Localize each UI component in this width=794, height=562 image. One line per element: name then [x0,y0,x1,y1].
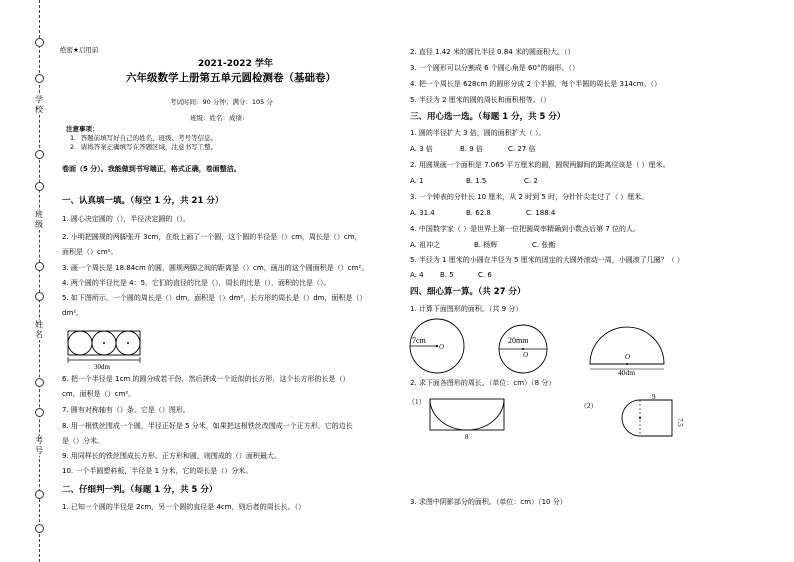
binding-label-school: 学校 [35,95,43,114]
section3-heading: 三、用心选一选。（每题 1 分，共 5 分） [410,112,566,122]
secret-mark: 绝密★启用前 [60,46,99,54]
circle-diameter-figure [496,324,552,376]
s1-q5-cont: dm²。 [62,309,84,317]
center-dot [103,342,105,344]
rectangle-semicircle-figure [408,393,518,443]
s3-q4-opt-b: B. 杨辉 [474,241,498,249]
figure-rectangle [430,399,504,430]
binding-hole-marker [35,378,44,387]
s3-q5-opt-c: C. 6 [478,271,492,279]
center-label: O [439,343,445,351]
section2-heading: 二、仔细判一判。（每题 1 分，共 5 分） [62,485,218,495]
binding-hole-marker [35,74,44,83]
binding-hole-marker [35,38,44,47]
rounded-rectangle-figure [578,392,690,444]
s3-q2-opt-b: B. 1.5 [466,177,487,185]
s4-q1: 1. 计算下面图形的面积。（共 9 分） [410,305,523,313]
figure-circle [68,331,92,355]
three-circles-figure [66,328,146,370]
note-2: 2．请将答案正确填写在答题区域，注意书写工整。 [70,143,218,151]
section4-heading: 四、细心算一算。（共 27 分） [410,287,526,297]
binding-label-name: 姓名 [35,320,43,339]
figure-tag: （1） [408,398,426,406]
s1-q9: 9. 用同样长的铁丝围成长方形、正方形和圆，则围成的（）面积最大。 [62,452,281,460]
s2-q2: 2. 直径 1.42 米的圆比半径 0.84 米的圆面积大。（） [410,48,575,56]
circle-radius-figure [406,316,470,376]
s2-q5: 5. 半径为 2 厘米的圆的周长和面积相等。（） [410,96,551,104]
s3-q3-opt-c: C. 188.4 [526,209,556,217]
figure-dimension-label: 30dm [94,363,110,370]
top-length-label: 9 [652,393,656,401]
s2-q1: 1. 已知一个圆的半径是 2cm，另一个圆的直径是 4cm，则后者的周长长。（） [62,503,306,511]
center-label: O [625,353,631,361]
s1-q6-cont: cm，面积是（）cm²。 [62,390,136,398]
s1-q2-cont: 面积是（）cm²。 [62,248,118,256]
s4-q3: 3. 求图中阴影部分的面积。（单位：cm）（10 分） [410,498,567,506]
s3-q3-opt-b: B. 62.8 [466,209,491,217]
page-title: 六年级数学上册第五单元圆检测卷（基础卷） [126,72,336,84]
s3-q2-opt-a: A. 1 [410,177,424,185]
s3-q1-opt-a: A. 3 倍 [410,145,433,153]
center-dot [522,348,524,350]
binding-hole-marker [35,490,44,499]
s1-q4: 4. 两个圆的半径比是 4：5，它们的直径的比是（），周长的比是（），面积的比是（）。 [62,279,331,287]
neatness-score: 卷面（5 分）。我能做到书写端正，格式正确，卷面整洁。 [62,165,241,173]
radius-label: 7cm [412,336,426,345]
binding-label-class: 班级 [35,210,43,229]
s3-q3-opt-a: A. 31.4 [410,209,435,217]
student-info: 班级：姓名：成绩： [190,114,249,122]
figure-tag: （2） [580,402,598,410]
binding-hole-marker [35,524,44,533]
s4-q2: 2. 求下面各图形的周长。（单位：cm）（8 分） [410,379,556,387]
center-label: O [523,351,529,359]
s3-q1-opt-c: C. 27 倍 [508,145,536,153]
s1-q5: 5. 如下图所示，一个圆的周长是（）dm，面积是（）dm²，长方形的周长是（）dm，面积是（） [62,294,367,302]
s3-q1: 1. 圆的半径扩大 3 倍，圆的面积扩大（ ）。 [410,129,546,137]
note-1: 1．答题前填写好自己的姓名、班级、考号等信息。 [70,134,218,142]
notes-title: 注意事项： [66,125,99,133]
s3-q4: 4. 中国数学家（ ）是世界上第一位把圆周率精确到小数点后第 7 位的人。 [410,225,641,233]
dashed-cut-line [39,0,40,562]
title-year: 2021-2022 学年 [198,59,273,69]
s1-q6: 6. 把一个半径是 1cm 的圆分成若干份，然后拼成一个近似的长方形，这个长方形的长是（） [62,375,350,383]
s3-q4-opt-c: C. 张衡 [532,241,556,249]
s1-q8: 8. 用一根铁丝围成一个圆，半径正好是 5 分米，如果把这根铁丝改围成一个正方形，它的边长 [62,422,353,430]
binding-hole-marker [35,292,44,301]
exam-info: 考试时间：90 分钟；满分：105 分 [170,98,273,106]
center-dot [626,363,628,365]
binding-hole-marker [35,182,44,191]
binding-hole-marker [35,262,44,271]
s1-q7: 7. 圆有对称轴有（）条，它是（）图形。 [62,406,190,414]
s3-q5-opt-a: A. 4 [410,271,424,279]
s3-q1-opt-b: B. 9 倍 [460,145,483,153]
semicircle-figure [586,326,668,376]
s3-q4-opt-a: A. 祖冲之 [410,241,441,249]
semicircle-rectangle-shape [622,400,672,436]
s1-q10: 10. 一个半圆塑料板，半径是 1 分米，它的周长是（）分米。 [62,467,253,475]
side-length-label: 7.5 [676,418,684,427]
center-dot [127,342,129,344]
binding-hole-marker [35,150,44,159]
s1-q2: 2. 小明把圆规的两脚张开 3cm，在纸上画了一个圆，这个圆的半径是（）cm，周长是（）cm， [62,233,362,241]
s1-q1: 1. 圆心决定圆的（），半径决定圆的（）。 [62,215,190,223]
binding-label-number: 考号 [35,436,43,455]
section1-heading: 一、认真填一填。（每空 1 分，共 21 分） [62,196,224,206]
diameter-label: 20mm [508,336,529,345]
semicircle-dimension-label: 40dm [618,368,636,376]
s3-q3: 3. 一个钟表的分针长 10 厘米，从 2 时到 5 时，分针针尖走过了（ ）厘米。 [410,193,649,201]
binding-hole-marker [35,408,44,417]
s3-q2-opt-c: C. 2 [524,177,538,185]
s1-q8-cont: 是（）分米。 [62,437,104,445]
s3-q2: 2. 用圆规画一个面积是 7.065 平方厘米的圆，圆规两脚间的距离应该是（ ）厘米。 [410,161,670,169]
center-dot [639,417,641,419]
inner-semicircle [430,399,504,430]
s1-q3: 3. 画一个周长是 18.84cm 的圆，圆规两脚之间的距离是（）cm，画出的这个圆面积是（）cm²。 [62,264,369,272]
binding-strip [30,0,50,562]
s2-q3: 3. 一个圆形可以分割成 6 个圆心角是 60°的扇形。（） [410,64,579,72]
rectangle-length-label: 8 [465,433,469,441]
s3-q5: 5. 半径为 1 厘米的小圆在半径为 5 厘米的固定的大圆外滚动一周，小圆滚了几圈？（ ） [410,256,684,264]
s2-q4: 4. 把一个周长是 628cm 的圆形分成 2 个半圆，每个半圆的周长是 314cm。（） [410,80,662,88]
s3-q5-opt-b: B. 5 [440,271,454,279]
